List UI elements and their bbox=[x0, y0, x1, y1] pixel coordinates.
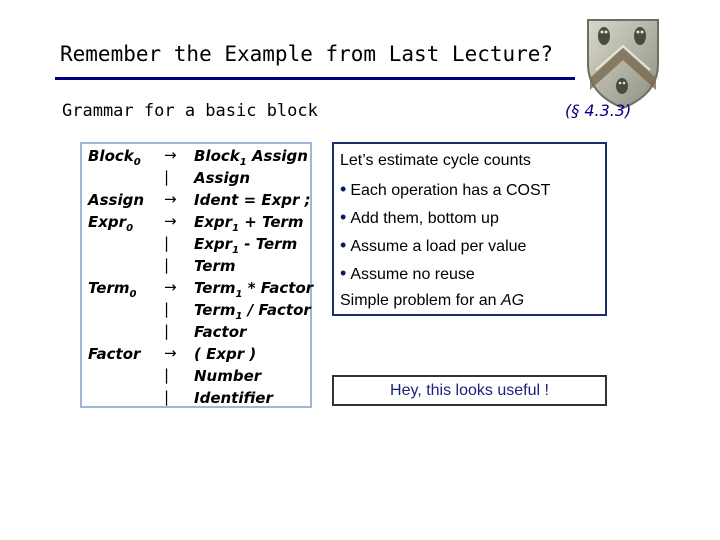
alternative-bar: | bbox=[164, 322, 170, 340]
alternative-bar: | bbox=[164, 300, 170, 318]
grammar-lhs: Term$_0$ bbox=[88, 279, 137, 300]
bullet-icon: • bbox=[340, 179, 347, 199]
grammar-rule bbox=[82, 257, 310, 279]
grammar-rule bbox=[82, 213, 310, 235]
grammar-rule bbox=[82, 367, 310, 389]
grammar-rhs: Term$_1$ * Factor bbox=[194, 279, 314, 300]
grammar-rule bbox=[82, 323, 310, 345]
grammar-rhs: Ident = Expr ; bbox=[194, 191, 311, 209]
grammar-lhs: Assign bbox=[88, 191, 145, 209]
grammar-rhs: ( Expr ) bbox=[194, 345, 257, 363]
grammar-rule bbox=[82, 301, 310, 323]
derives-arrow: → bbox=[164, 146, 177, 164]
slide-subtitle: Grammar for a basic block bbox=[62, 101, 318, 121]
info-bullet: • Each operation has a COST bbox=[340, 179, 551, 199]
alternative-bar: | bbox=[164, 366, 170, 384]
grammar-rhs: Term bbox=[194, 257, 236, 275]
grammar-rule bbox=[82, 345, 310, 367]
alternative-bar: | bbox=[164, 388, 170, 406]
section-reference: (§ 4.3.3) bbox=[565, 101, 632, 120]
grammar-lhs: Block$_0$ bbox=[88, 147, 141, 168]
grammar-rhs: Term$_1$ / Factor bbox=[194, 301, 311, 322]
info-bullet: • Assume a load per value bbox=[340, 235, 527, 255]
grammar-rule bbox=[82, 389, 310, 411]
grammar-rhs: Number bbox=[194, 367, 262, 385]
bullet-icon: • bbox=[340, 263, 347, 283]
info-bullet: • Add them, bottom up bbox=[340, 207, 499, 227]
info-box bbox=[332, 142, 607, 316]
grammar-rule bbox=[82, 191, 310, 213]
grammar-rhs: Assign bbox=[194, 169, 251, 187]
university-shield-icon bbox=[582, 12, 664, 112]
bullet-icon: • bbox=[340, 207, 347, 227]
grammar-rule bbox=[82, 278, 314, 301]
grammar-box bbox=[80, 142, 312, 408]
title-underline bbox=[55, 77, 575, 80]
grammar-rule bbox=[82, 169, 310, 191]
grammar-lhs: Factor bbox=[88, 345, 141, 363]
grammar-rhs: Block$_1$ Assign bbox=[194, 147, 308, 168]
derives-arrow: → bbox=[164, 344, 177, 362]
derives-arrow: → bbox=[164, 278, 177, 296]
grammar-rhs: Identifier bbox=[194, 389, 273, 407]
note-box: Hey, this looks useful ! bbox=[332, 375, 607, 406]
grammar-rhs: Expr$_1$ - Term bbox=[194, 235, 298, 256]
grammar-lhs: Expr$_0$ bbox=[88, 213, 134, 234]
grammar-rhs: Factor bbox=[194, 323, 247, 341]
info-bullet: • Assume no reuse bbox=[340, 263, 475, 283]
derives-arrow: → bbox=[164, 212, 177, 230]
alternative-bar: | bbox=[164, 168, 170, 186]
grammar-rhs: Expr$_1$ + Term bbox=[194, 213, 304, 234]
alternative-bar: | bbox=[164, 256, 170, 274]
info-intro: Let’s estimate cycle counts bbox=[340, 152, 531, 169]
grammar-rule bbox=[82, 235, 310, 257]
grammar-rule bbox=[82, 147, 310, 169]
alternative-bar: | bbox=[164, 234, 170, 252]
derives-arrow: → bbox=[164, 190, 177, 208]
info-closing: Simple problem for an AG bbox=[340, 292, 525, 309]
bullet-icon: • bbox=[340, 235, 347, 255]
slide-title: Remember the Example from Last Lecture? bbox=[60, 42, 554, 66]
